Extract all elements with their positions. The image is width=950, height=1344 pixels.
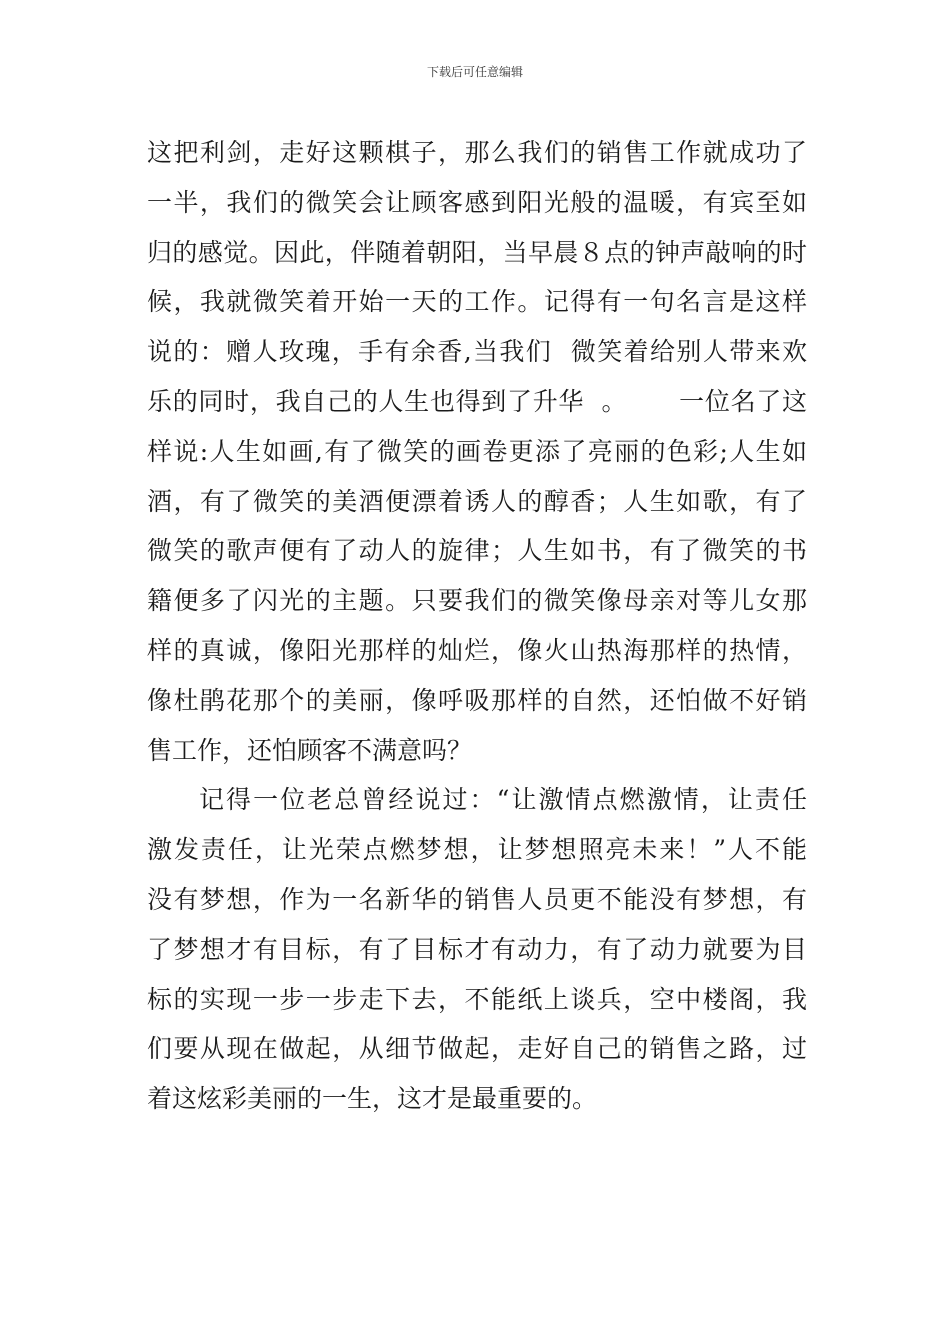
paragraph-1 [147,128,807,775]
text-line: 了梦想才有目标，有了目标才有动力，有了动力就要为目 [147,934,807,964]
text-line: 没有梦想，作为一名新华的销售人员更不能没有梦想，有 [147,884,807,914]
text-line: 标的实现一步一步走下去，不能纸上谈兵，空中楼阁，我 [147,984,807,1014]
text-line: 归的感觉。因此，伴随着朝阳，当早晨８点的钟声敲响的时 [147,237,807,267]
text-line: 说的：赠人玫瑰，手有余香,当我们 微笑着给别人带来欢 [147,337,807,367]
document-body [147,128,807,1124]
text-line: 乐的同时，我自己的人生也得到了升华 。 一位名了这 [147,386,807,416]
text-line: 微笑的歌声便有了动人的旋律；人生如书，有了微笑的书 [147,536,807,566]
text-line: 籍便多了闪光的主题。只要我们的微笑像母亲对等儿女那 [147,586,807,616]
header-text: 下载后可任意编辑 [426,65,523,79]
text-line: 记得一位老总曾经说过：“让激情点燃激情，让责任 [199,785,807,815]
text-line: 候，我就微笑着开始一天的工作。记得有一句名言是这样 [147,287,807,317]
text-line: 样说:人生如画,有了微笑的画卷更添了亮丽的色彩;人生如 [147,436,807,466]
text-line: 着这炫彩美丽的一生，这才是最重要的。 [147,1084,598,1114]
text-line: 酒，有了微笑的美酒便漂着诱人的醇香；人生如歌，有了 [147,486,807,516]
text-line: 样的真诚，像阳光那样的灿烂，像火山热海那样的热情， [147,635,807,665]
page-header [0,64,950,80]
text-line: 像杜鹃花那个的美丽，像呼吸那样的自然，还怕做不好销 [147,685,807,715]
paragraph-2 [147,775,807,1124]
text-line: 售工作，还怕顾客不满意吗？ [147,735,473,765]
text-line: 们要从现在做起，从细节做起，走好自己的销售之路，过 [147,1034,807,1064]
text-line: 一半，我们的微笑会让顾客感到阳光般的温暖，有宾至如 [147,187,807,217]
text-line: 这把利剑，走好这颗棋子，那么我们的销售工作就成功了 [147,138,807,167]
text-line: 激发责任，让光荣点燃梦想，让梦想照亮未来！”人不能 [147,835,807,865]
